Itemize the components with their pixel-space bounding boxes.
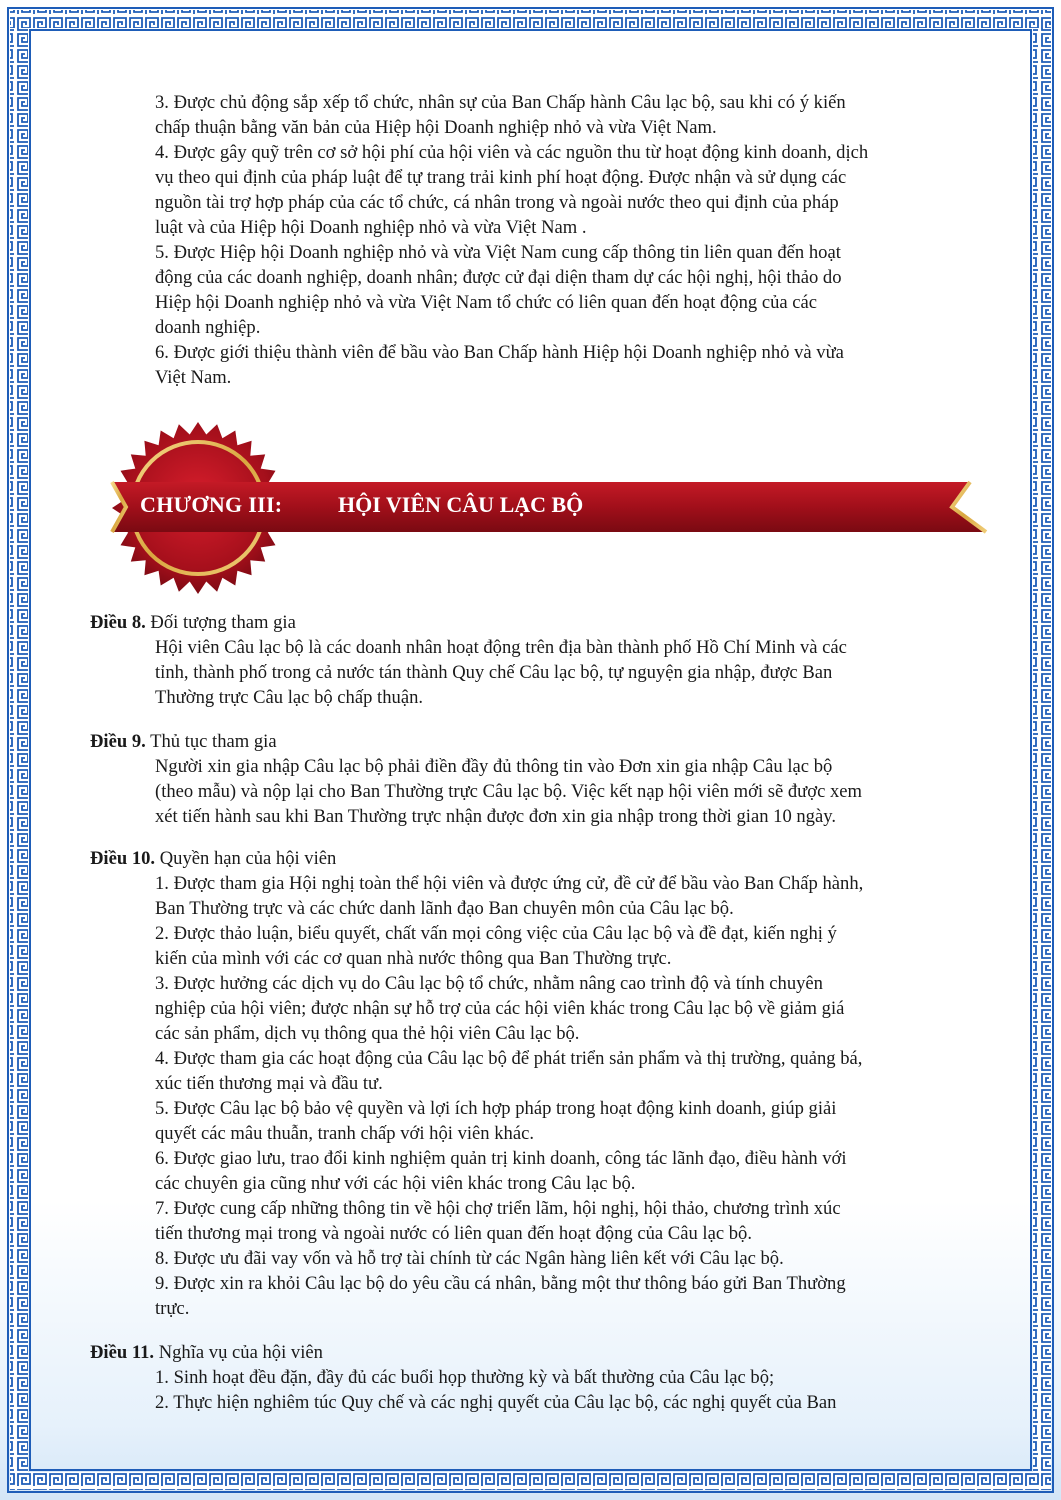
intro-item-5 [155, 240, 842, 340]
text-line: vụ theo qui định của pháp luật để tự trang trải kinh phí hoạt động. Được nhận và sử dụng các [155, 167, 847, 188]
text-line: 3. Được hưởng các dịch vụ do Câu lạc bộ tổ chức, nhằm nâng cao trình độ và tính chuyên [155, 973, 823, 994]
text-line: các chuyên gia cũng như với các hội viên khác trong Câu lạc bộ. [155, 1173, 636, 1194]
article-11-body [155, 1365, 836, 1415]
article-title: Quyền hạn của hội viên [155, 848, 337, 869]
text-line: 5. Được Hiệp hội Doanh nghiệp nhỏ và vừa Việt Nam cung cấp thông tin liên quan đến hoạt [155, 242, 841, 263]
text-line: 6. Được giới thiệu thành viên để bầu vào Ban Chấp hành Hiệp hội Doanh nghiệp nhỏ và vừa [155, 342, 844, 363]
chapter-label: CHƯƠNG III: [140, 492, 283, 517]
text-line: 4. Được tham gia các hoạt động của Câu lạc bộ để phát triển sản phẩm và thị trường, quảng bá, [155, 1048, 863, 1069]
text-line: chấp thuận bằng văn bản của Hiệp hội Doanh nghiệp nhỏ và vừa Việt Nam. [155, 117, 717, 138]
intro-item-4 [155, 140, 868, 240]
text-line: trực. [155, 1298, 190, 1319]
text-line: xét tiến hành sau khi Ban Thường trực nhận được đơn xin gia nhập trong thời gian 10 ngày. [155, 806, 836, 827]
article-9-body [155, 754, 862, 829]
text-line: Thường trực Câu lạc bộ chấp thuận. [155, 687, 424, 708]
text-line: 8. Được ưu đãi vay vốn và hỗ trợ tài chính từ các Ngân hàng liên kết với Câu lạc bộ. [155, 1248, 784, 1269]
text-line: (theo mẫu) và nộp lại cho Ban Thường trực Câu lạc bộ. Việc kết nạp hội viên mới sẽ được xem [155, 781, 862, 802]
article-number: Điều 10. [90, 848, 156, 869]
text-line: 1. Sinh hoạt đều đặn, đầy đủ các buổi họp thường kỳ và bất thường của Câu lạc bộ; [155, 1367, 775, 1388]
chapter-title: HỘI VIÊN CÂU LẠC BỘ [338, 492, 584, 517]
article-8-body [155, 635, 847, 710]
article-9-heading [90, 729, 277, 754]
text-line: quyết các mâu thuẫn, tranh chấp với hội viên khác. [155, 1123, 534, 1144]
text-line: 2. Thực hiện nghiêm túc Quy chế và các nghị quyết của Câu lạc bộ, các nghị quyết của Ban [155, 1392, 837, 1413]
text-line: 5. Được Câu lạc bộ bảo vệ quyền và lợi ích hợp pháp trong hoạt động kinh doanh, giúp giải [155, 1098, 837, 1119]
article-title: Nghĩa vụ của hội viên [154, 1342, 323, 1363]
text-line: doanh nghiệp. [155, 317, 261, 338]
text-line: luật và của Hiệp hội Doanh nghiệp nhỏ và vừa Việt Nam . [155, 217, 587, 238]
text-line: nguồn tài trợ hợp pháp của các tổ chức, cá nhân trong và ngoài nước theo qui định của pháp [155, 192, 839, 213]
text-line: các sản phẩm, dịch vụ thông qua thẻ hội viên Câu lạc bộ. [155, 1023, 580, 1044]
text-line: động của các doanh nghiệp, doanh nhân; được cử đại diện tham dự các hội nghị, hội thảo do [155, 267, 842, 288]
text-line: Ban Thường trực và các chức danh lãnh đạo Ban chuyên môn của Câu lạc bộ. [155, 898, 734, 919]
article-number: Điều 11. [90, 1342, 155, 1363]
text-line: 1. Được tham gia Hội nghị toàn thể hội viên và được ứng cử, đề cử để bầu vào Ban Chấp hành, [155, 873, 864, 894]
text-line: Hội viên Câu lạc bộ là các doanh nhân hoạt động trên địa bàn thành phố Hồ Chí Minh và các [155, 637, 847, 658]
article-10-heading [90, 846, 336, 871]
chapter-banner [100, 420, 990, 600]
text-line: Việt Nam. [155, 367, 232, 388]
text-line: 4. Được gây quỹ trên cơ sở hội phí của hội viên và các nguồn thu từ hoạt động kinh doanh, dịch [155, 142, 869, 163]
text-line: 3. Được chủ động sắp xếp tổ chức, nhân sự của Ban Chấp hành Câu lạc bộ, sau khi có ý kiến [155, 92, 846, 113]
text-line: 9. Được xin ra khỏi Câu lạc bộ do yêu cầu cá nhân, bằng một thư thông báo gửi Ban Thường [155, 1273, 846, 1294]
text-line: tiến thương mại trong và ngoài nước có liên quan đến hoạt động của Câu lạc bộ. [155, 1223, 752, 1244]
text-line: nghiệp của hội viên; được nhận sự hỗ trợ của các hội viên khác trong Câu lạc bộ về giảm giá [155, 998, 845, 1019]
article-title: Đối tượng tham gia [145, 612, 296, 633]
article-11-heading [90, 1340, 323, 1365]
text-line: Người xin gia nhập Câu lạc bộ phải điền đầy đủ thông tin vào Đơn xin gia nhập Câu lạc bộ [155, 756, 833, 777]
article-number: Điều 8. [90, 612, 146, 633]
text-line: xúc tiến thương mại và đầu tư. [155, 1073, 383, 1094]
text-line: tỉnh, thành phố trong cả nước tán thành Quy chế Câu lạc bộ, tự nguyện gia nhập, được Ban [155, 662, 833, 683]
article-10-body [155, 871, 863, 1321]
text-line: 7. Được cung cấp những thông tin về hội chợ triển lãm, hội nghị, hội thảo, chương trình xúc [155, 1198, 841, 1219]
intro-item-3 [155, 90, 846, 140]
text-line: Hiệp hội Doanh nghiệp nhỏ và vừa Việt Nam tổ chức có liên quan đến hoạt động của các [155, 292, 818, 313]
text-line: kiến của mình với các cơ quan nhà nước thông qua Ban Thường trực. [155, 948, 672, 969]
text-line: 6. Được giao lưu, trao đổi kinh nghiệm quản trị kinh doanh, công tác lãnh đạo, điều hành với [155, 1148, 847, 1169]
article-number: Điều 9. [90, 731, 146, 752]
intro-item-6 [155, 340, 844, 390]
article-title: Thủ tục tham gia [145, 731, 277, 752]
text-line: 2. Được thảo luận, biểu quyết, chất vấn mọi công việc của Câu lạc bộ và đề đạt, kiến nghị ý [155, 923, 837, 944]
article-8-heading [90, 610, 296, 635]
